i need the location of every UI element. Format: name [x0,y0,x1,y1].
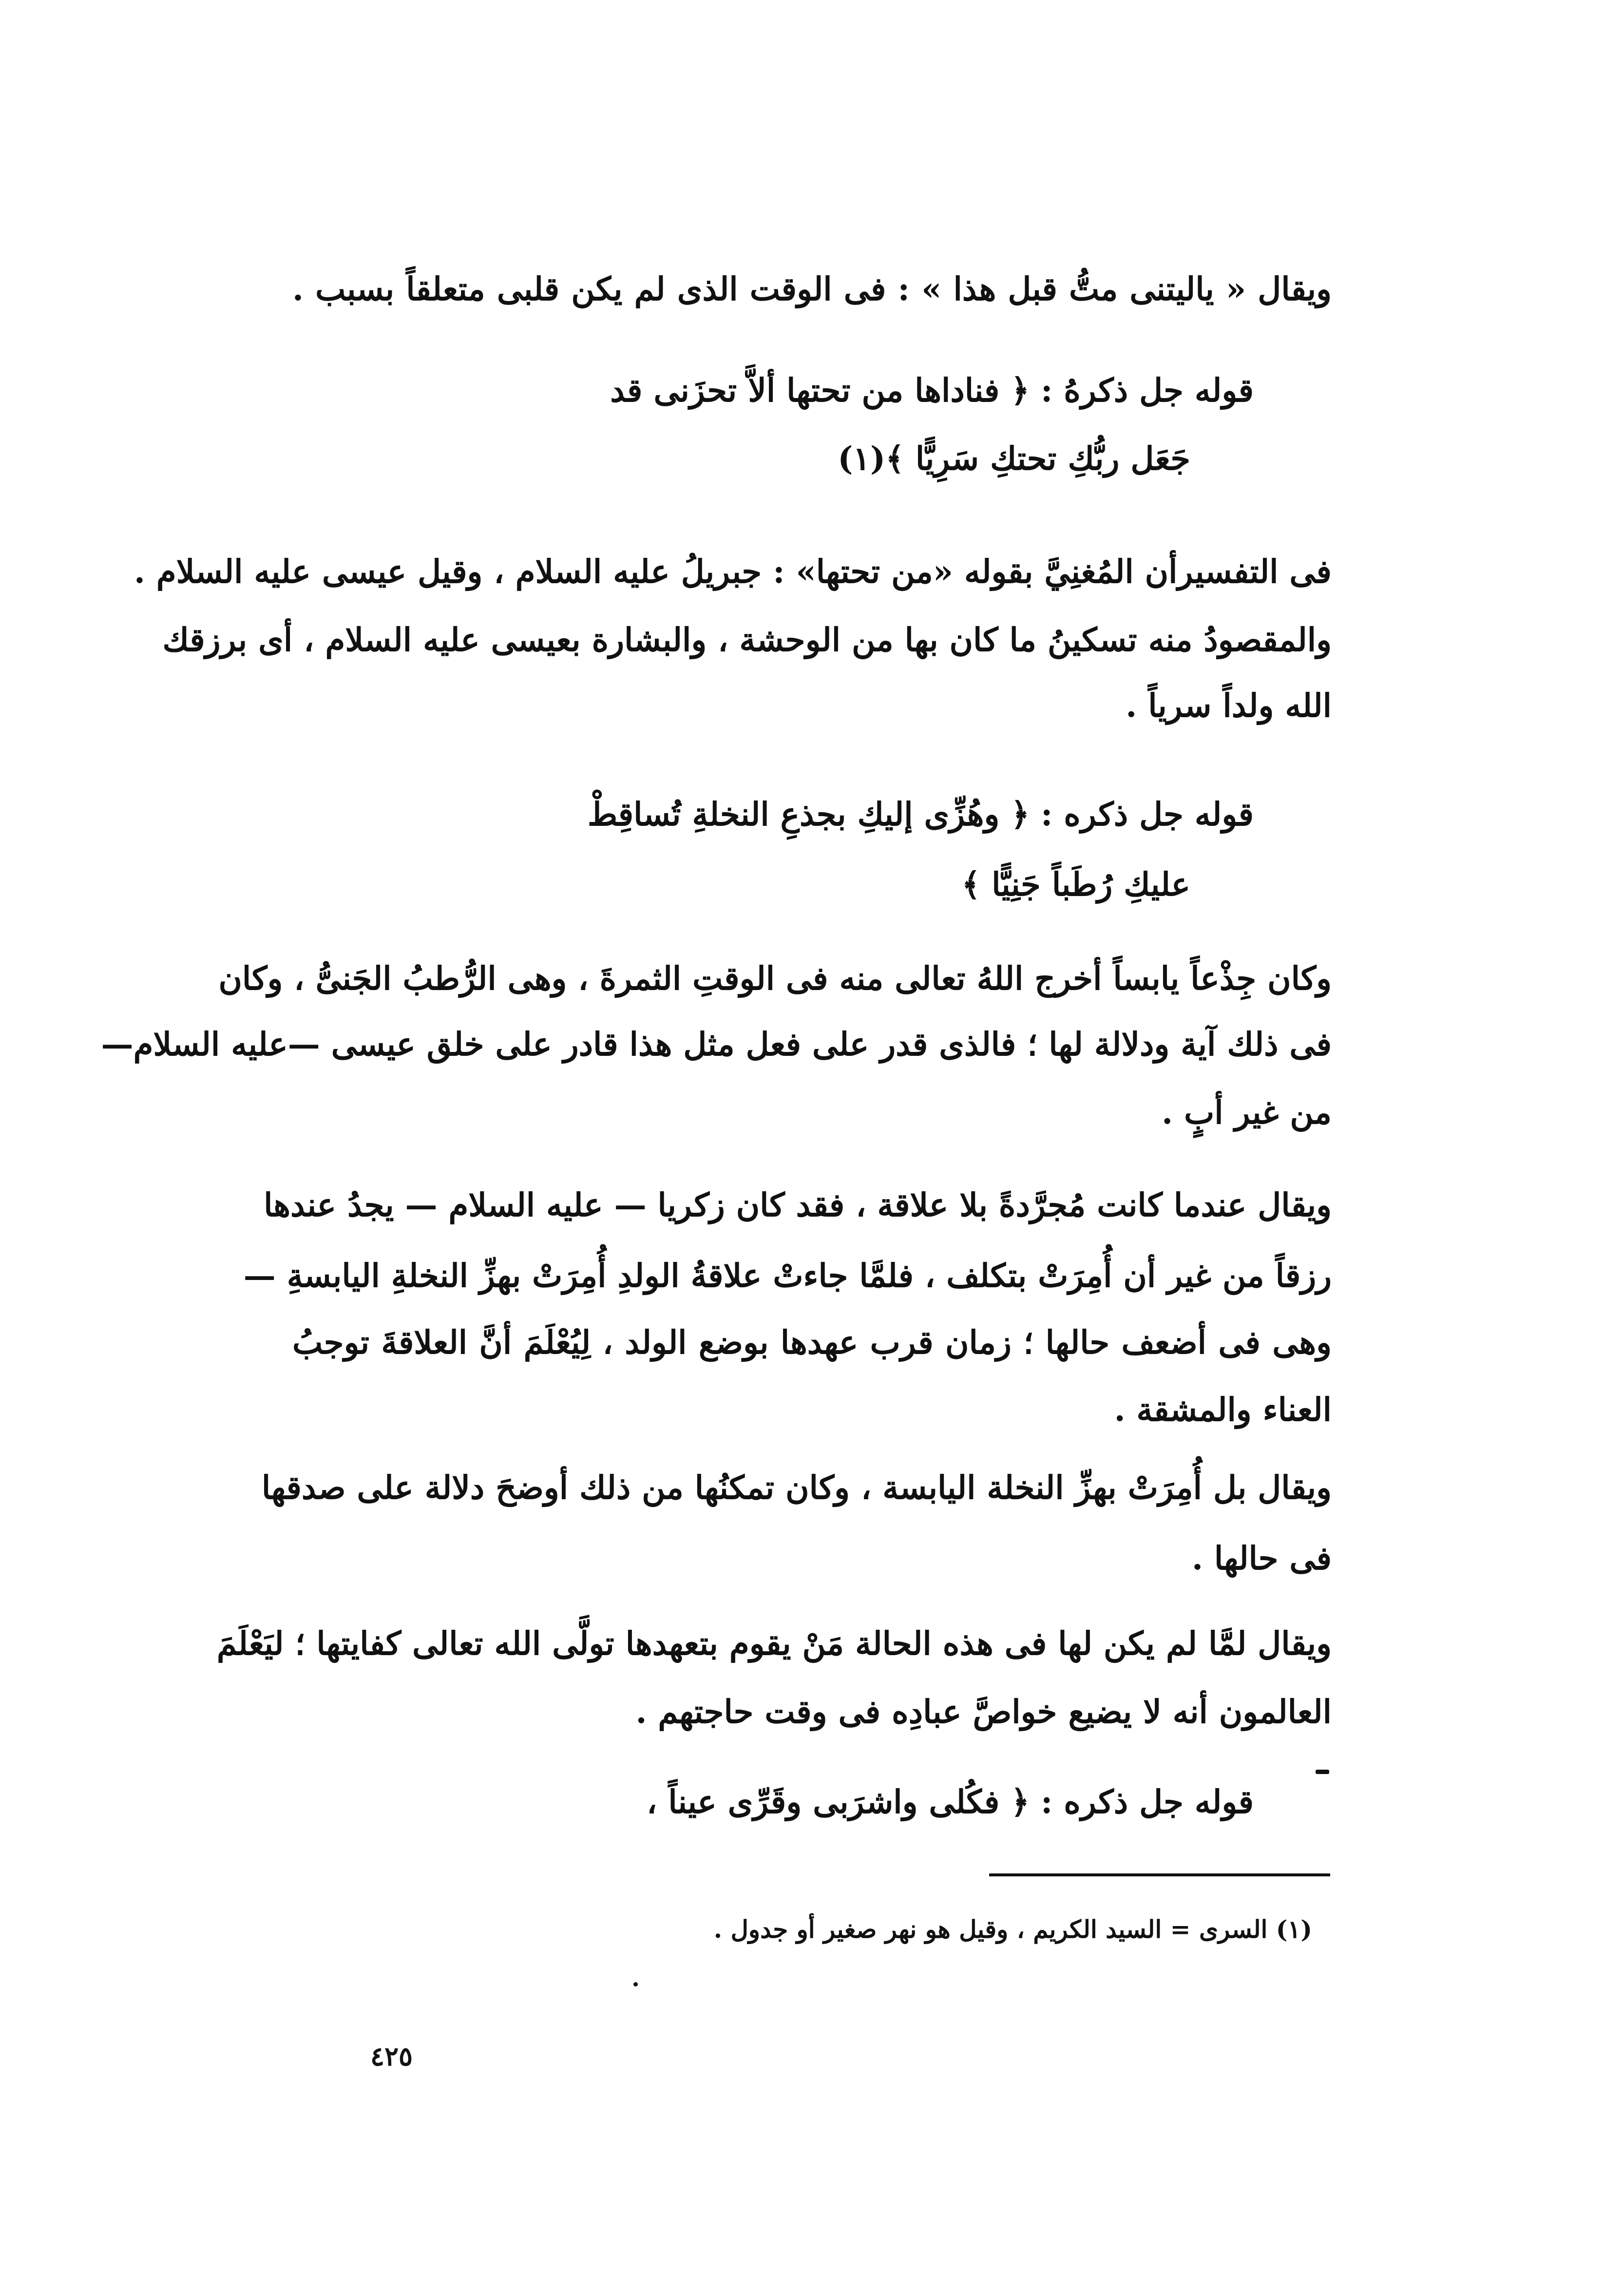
text-line: وكان جِذْعاً يابساً أخرج اللهُ تعالى منه فى الوقتِ الثمرةَ ، وهى الرُّطبُ الجَنىُّ ، وكان [218,959,1332,997]
verse-heading-line: قوله جل ذكره : ﴿ فكُلى واشرَبى وقَرِّى عيناً ، [647,1783,1254,1821]
verse-line: جَعَل ربُّكِ تحتكِ سَرِيًّا ﴾(١) [838,439,1190,477]
print-speck [633,1982,638,1986]
text-line: من غير أبٍ . [1162,1093,1332,1131]
text-line: العناء والمشقة . [1114,1391,1332,1429]
verse-line: عليكِ رُطَباً جَنِيًّا ﴾ [961,865,1190,903]
text-line: فى حالها . [1191,1539,1332,1577]
footnote: (١) السرى = السيد الكريم ، وقيل هو نهر صغير أو جدول . [713,1915,1312,1944]
footnote-separator [989,1873,1330,1876]
text-line: ويقال لمَّا لم يكن لها فى هذه الحالة مَنْ يقوم بتعهدها تولَّى الله تعالى كفايتها ؛ ليَعْلَمَ [216,1624,1332,1662]
verse-heading-line: قوله جل ذكرهُ : ﴿ فناداها من تحتها ألاَّ تحزَنى قد [610,371,1254,409]
text-line: وهى فى أضعف حالها ؛ زمان قرب عهدها بوضع الولد ، لِيُعْلَمَ أنَّ العلاقةَ توجبُ [292,1323,1332,1361]
margin-mark [1316,1770,1329,1774]
text-line: رزقاً من غير أن أُمِرَتْ بتكلف ، فلمَّا جاءتْ علاقةُ الولدِ أُمِرَتْ بهزِّ النخلةِ اليابسةِ — [243,1257,1332,1295]
verse-heading-line: قوله جل ذكره : ﴿ وهُزِّى إليكِ بجذعِ النخلةِ تُساقِطْ [587,795,1254,833]
text-line: الله ولداً سرياً . [1126,687,1332,725]
page-number: ٤٢٥ [370,2041,413,2072]
text-line: ويقال « ياليتنى متُّ قبل هذا » : فى الوقت الذى لم يكن قلبى متعلقاً بسبب . [292,270,1332,308]
text-line: فى ذلك آية ودلالة لها ؛ فالذى قدر على فعل مثل هذا قادر على خلق عيسى —عليه السلام— [101,1025,1332,1063]
text-line: والمقصودُ منه تسكينُ ما كان بها من الوحشة ، والبشارة بعيسى عليه السلام ، أى برزقك [162,621,1332,659]
text-line: فى التفسيرأن المُغنِيَّ بقوله «من تحتها» : جبريلُ عليه السلام ، وقيل عيسى عليه السلام . [134,553,1332,591]
text-line: ويقال بل أُمِرَتْ بهزِّ النخلة اليابسة ، وكان تمكنُها من ذلك أوضحَ دلالة على صدقها [261,1469,1332,1507]
text-line: ويقال عندما كانت مُجرَّدةً بلا علاقة ، فقد كان زكريا — عليه السلام — يجدُ عندها [264,1186,1332,1224]
text-line: العالمون أنه لا يضيع خواصَّ عبادِه فى وقت حاجتهم . [635,1693,1332,1731]
